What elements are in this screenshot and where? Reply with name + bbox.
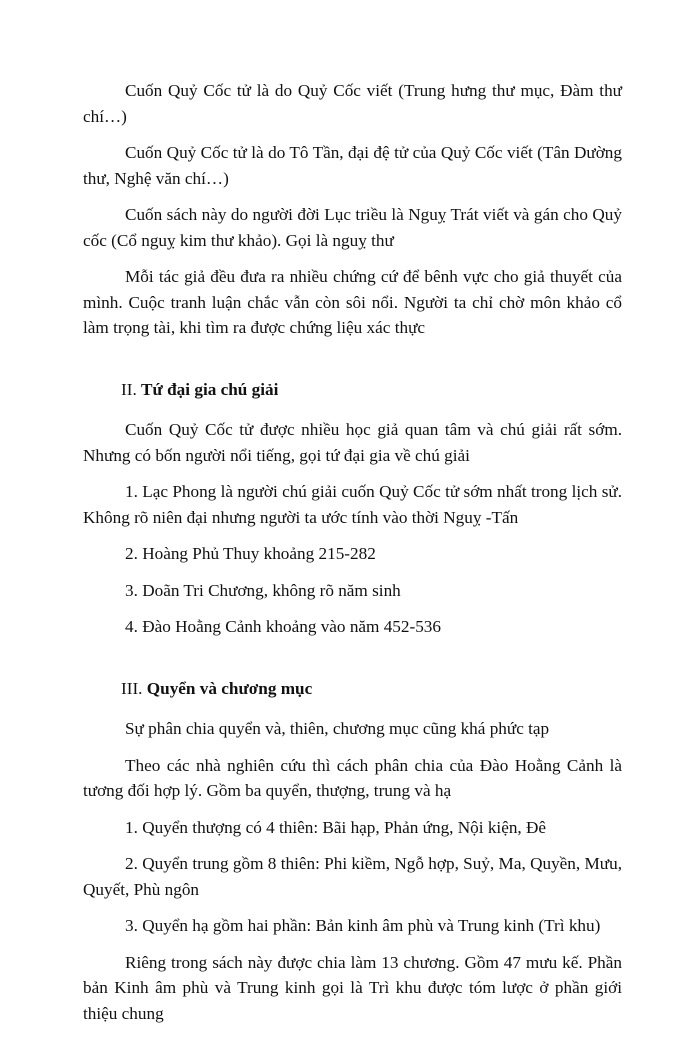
section-two-intro: Cuốn Quỷ Cốc tử được nhiều học giả quan tâm và chú giải rất sớm. Nhưng có bốn người nổi tiếng, gọi tứ đại gia về chú giải	[83, 420, 622, 465]
section-spacer-before-three	[83, 651, 622, 676]
document-text-column	[83, 78, 622, 1037]
heading-gap-three	[83, 701, 622, 716]
paragraph-3: Cuốn sách này do người đời Lục triều là Nguỵ Trát viết và gán cho Quỷ cốc (Cổ nguỵ kim thư khảo). Gọi là nguỵ thư	[83, 205, 622, 250]
list-item: 1. Lạc Phong là người chú giải cuốn Quỷ Cốc tử sớm nhất trong lịch sử. Không rõ niên đại nhưng người ta ước tính vào thời Nguỵ -Tấn	[83, 482, 622, 527]
paragraph-4: Mỗi tác giả đều đưa ra nhiều chứng cứ để bênh vực cho giả thuyết của mình. Cuộc tranh luận chắc vẫn còn sôi nổi. Người ta chỉ chờ môn khảo cổ làm trọng tài, khi tìm ra được chứng liệu xác thực	[83, 267, 622, 337]
section-spacer-before-two	[83, 352, 622, 377]
list-item: 2. Quyển trung gồm 8 thiên: Phi kiềm, Ngỗ hợp, Suỷ, Ma, Quyền, Mưu, Quyết, Phù ngôn	[83, 854, 622, 899]
section-two-numeral: II.	[121, 379, 137, 399]
section-heading-two	[83, 377, 622, 403]
section-two-title: Tứ đại gia chú giải	[141, 379, 279, 399]
list-item: 3. Doãn Tri Chương, không rõ năm sinh	[125, 580, 401, 600]
list-item: 4. Đào Hoằng Cảnh khoảng vào năm 452-536	[125, 617, 441, 636]
section-three-closing: Riêng trong sách này được chia làm 13 chương. Gồm 47 mưu kế. Phần bản Kinh âm phù và Trung kinh gọi là Trì khu được tóm lược ở phần giới thiệu chung	[83, 952, 622, 1023]
paragraph-2: Cuốn Quỷ Cốc tử là do Tô Tần, đại đệ tử của Quỷ Cốc viết (Tân Dường thư, Nghệ văn chí…)	[83, 143, 622, 188]
section-three-note: Theo các nhà nghiên cứu thì cách phân chia của Đào Hoằng Cảnh là tương đối hợp lý. Gồm ba quyển, thượng, trung và hạ	[83, 755, 622, 800]
paragraph-1: Cuốn Quỷ Cốc tử là do Quỷ Cốc viết (Trung hưng thư mục, Đàm thư chí…)	[83, 81, 622, 126]
list-item: 3. Quyển hạ gồm hai phần: Bản kinh âm phù và Trung kinh (Trì khu)	[125, 916, 601, 935]
section-three-title: Quyển và chương mục	[146, 678, 313, 698]
heading-gap-two	[83, 402, 622, 417]
list-item: 2. Hoàng Phủ Thuy khoảng 215-282	[125, 544, 376, 563]
section-three-numeral: III.	[121, 678, 143, 698]
section-three-intro: Sự phân chia quyển và, thiên, chương mục cũng khá phức tạp	[125, 719, 550, 738]
section-heading-three	[83, 676, 622, 702]
list-item: 1. Quyển thượng có 4 thiên: Bãi hạp, Phản ứng, Nội kiện, Đê	[125, 817, 547, 837]
